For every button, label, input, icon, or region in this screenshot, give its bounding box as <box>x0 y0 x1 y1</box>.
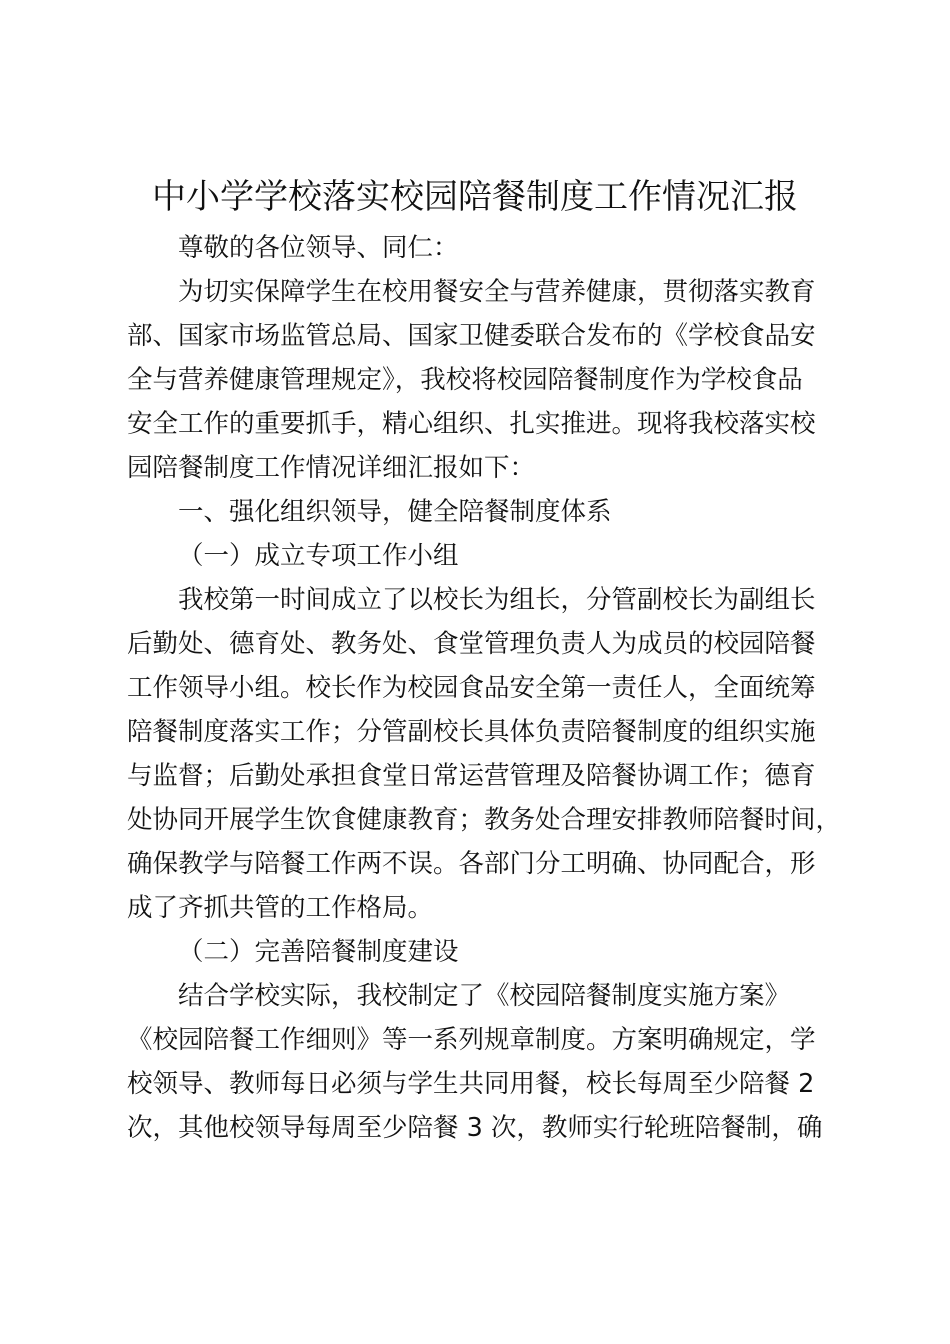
text-line: 为切实保障学生在校用餐安全与营养健康，贯彻落实教育 <box>178 277 816 307</box>
text-line: 与监督；后勤处承担食堂日常运营管理及陪餐协调工作；德育 <box>127 761 816 791</box>
text-line: 后勤处、德育处、教务处、食堂管理负责人为成员的校园陪餐 <box>127 629 816 659</box>
text-line: 成了齐抓共管的工作格局。 <box>127 893 434 923</box>
text-line: 部、国家市场监管总局、国家卫健委联合发布的《学校食品安 <box>127 321 816 351</box>
document-body <box>127 226 842 1150</box>
text-line: 《校园陪餐工作细则》等一系列规章制度。方案明确规定，学 <box>127 1025 816 1055</box>
text-line: 园陪餐制度工作情况详细汇报如下： <box>127 453 536 483</box>
subsection-heading: （一）成立专项工作小组 <box>178 541 459 571</box>
text-line: 安全工作的重要抓手，精心组织、扎实推进。现将我校落实校 <box>127 409 816 439</box>
text-line: 处协同开展学生饮食健康教育；教务处合理安排教师陪餐时间， <box>127 805 842 835</box>
section-heading: 一、强化组织领导，健全陪餐制度体系 <box>178 497 612 527</box>
text-line: 工作领导小组。校长作为校园食品安全第一责任人，全面统筹 <box>127 673 816 703</box>
text-line: 尊敬的各位领导、同仁： <box>178 233 459 263</box>
text-line: 我校第一时间成立了以校长为组长，分管副校长为副组长 <box>178 585 816 615</box>
text-line: 次，其他校领导每周至少陪餐 3 次，教师实行轮班陪餐制，确 <box>127 1113 823 1143</box>
document-title: 中小学学校落实校园陪餐制度工作情况汇报 <box>152 177 798 217</box>
text-line: 确保教学与陪餐工作两不误。各部门分工明确、协同配合，形 <box>127 849 816 879</box>
subsection-heading: （二）完善陪餐制度建设 <box>178 937 459 967</box>
text-line: 结合学校实际，我校制定了《校园陪餐制度实施方案》 <box>178 981 791 1011</box>
text-line: 陪餐制度落实工作；分管副校长具体负责陪餐制度的组织实施 <box>127 717 816 747</box>
text-line: 全与营养健康管理规定》，我校将校园陪餐制度作为学校食品 <box>127 365 803 395</box>
text-line: 校领导、教师每日必须与学生共同用餐，校长每周至少陪餐 2 <box>127 1069 815 1099</box>
